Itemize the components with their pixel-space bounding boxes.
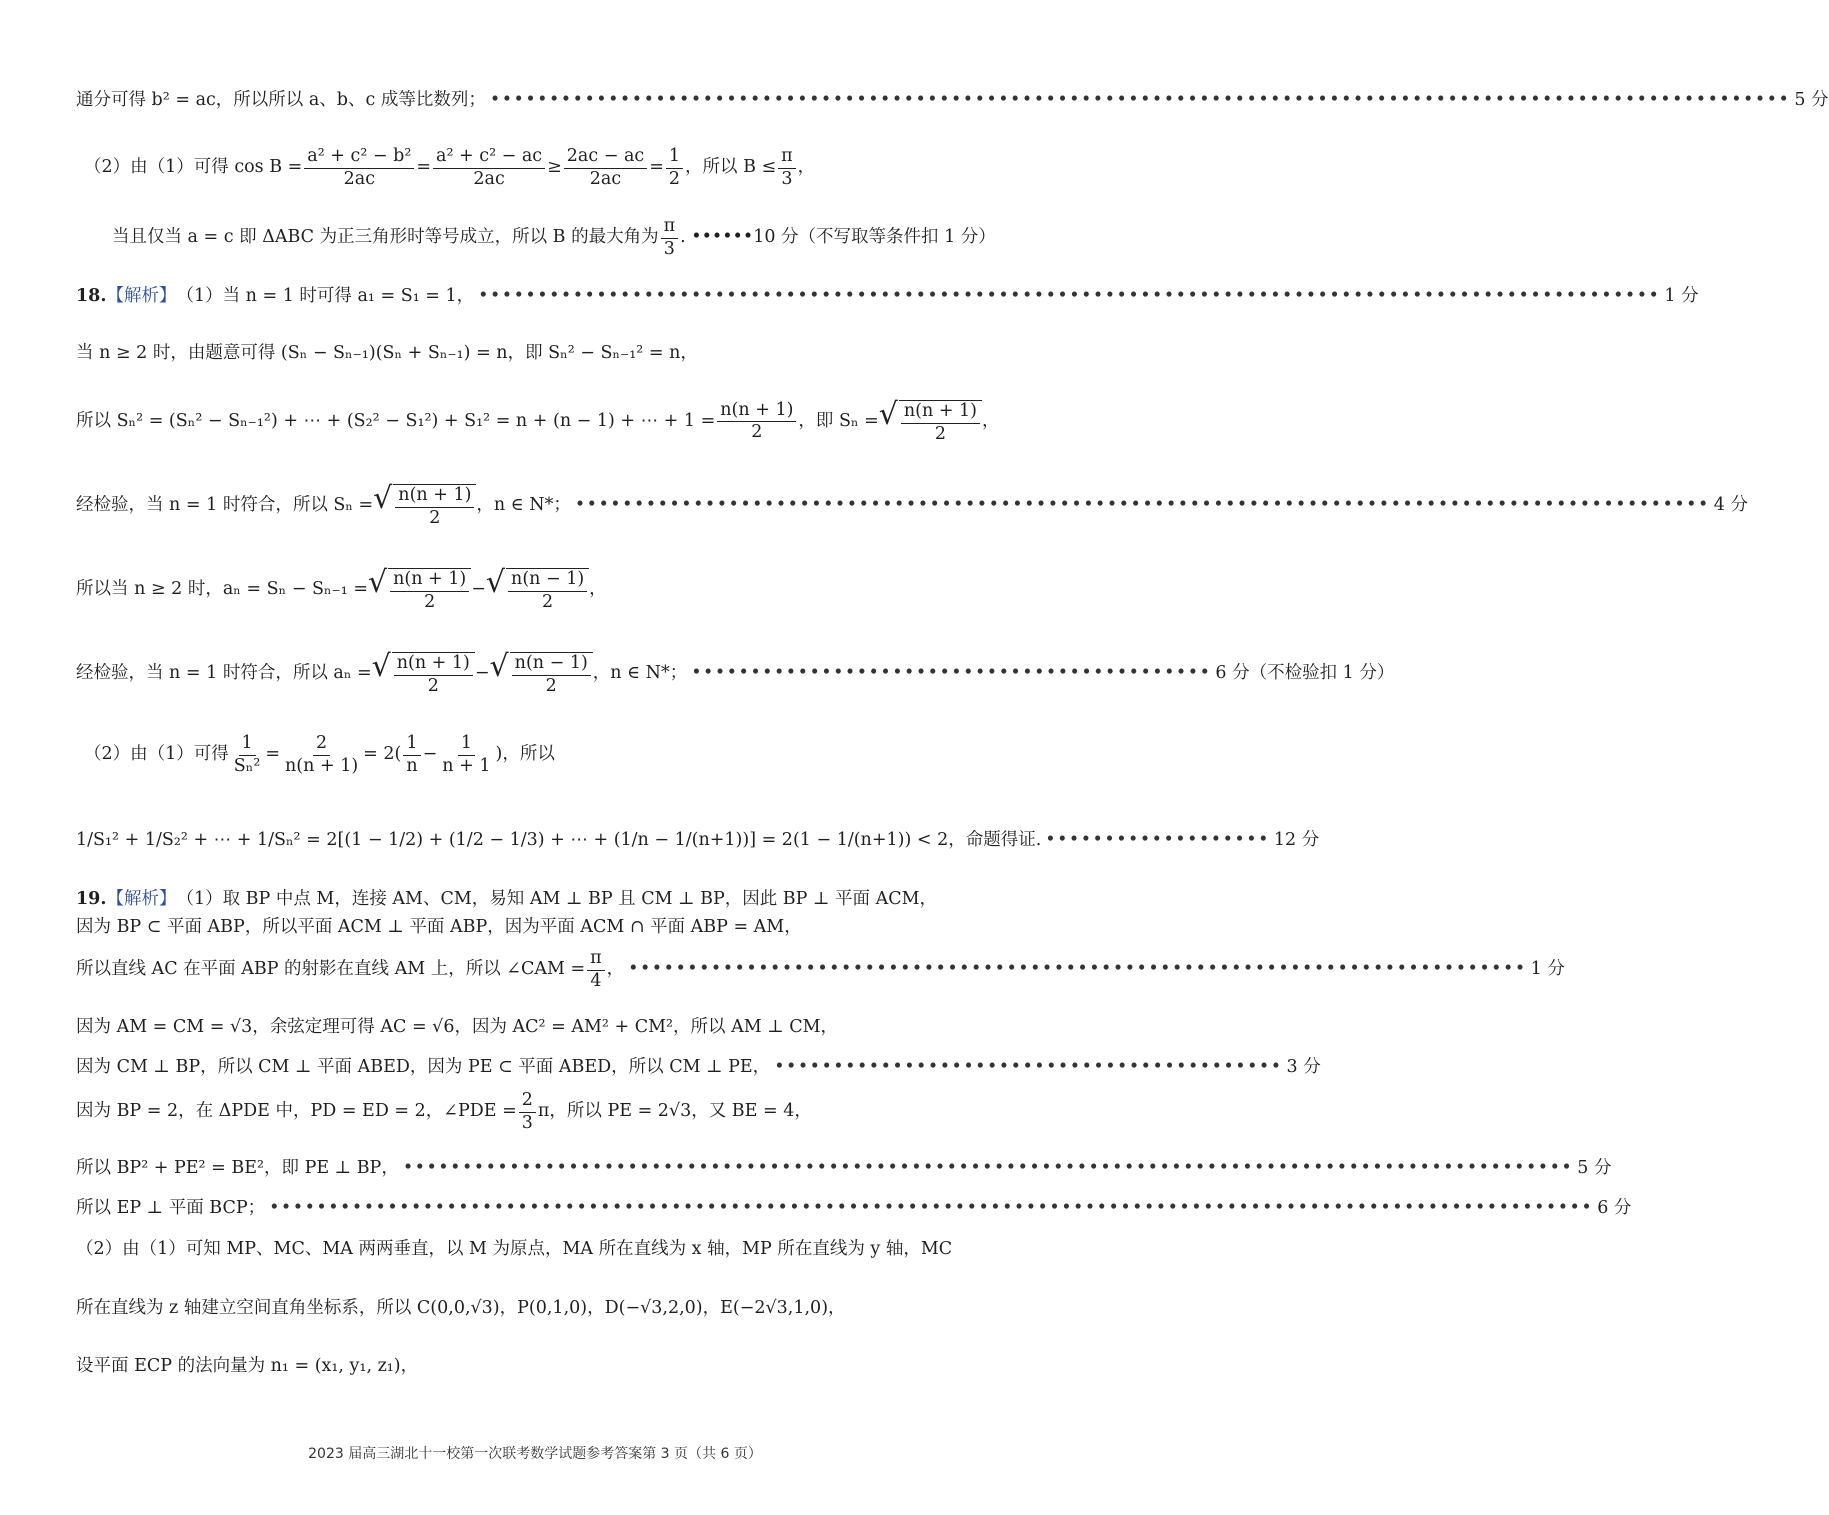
numerator: 1 (239, 735, 256, 756)
fraction (390, 571, 469, 611)
square-root: √ $\frac{n(n + 1)}{2}$ (372, 652, 475, 695)
leader-dots: •••••••••••••••••••••••••••••••••••••••••••••••••••••••••••••••••••••••••••••••••••••••••••••••• (574, 494, 1710, 515)
denominator: 2 (427, 675, 439, 696)
line-pe-perp-bp (76, 1158, 1612, 1178)
line-q19-part1 (76, 891, 998, 909)
numerator: n(n − 1) (508, 571, 587, 592)
line-telescoping-sum (76, 830, 1320, 850)
denominator: 2ac (589, 168, 622, 189)
leader-dots: •••••••••••••••••••••••••••••••••••••••••••••••••••••••••••••••••••••••••••• (628, 959, 1527, 980)
line-text: 当 n ≥ 2 时，由题意可得 (Sₙ − Sₙ₋₁)(Sₙ + Sₙ₋₁) = n，即 Sₙ² − Sₙ₋₁² = n， (76, 343, 698, 363)
geq-sign: ≥ (547, 157, 562, 178)
question-number: 18. (76, 286, 107, 306)
denominator: 2 (424, 591, 436, 612)
denominator: 3 (521, 1112, 533, 1133)
square-root: √ $\frac{n(n - 1)}{2}$ (486, 568, 589, 611)
denominator: 2 (545, 675, 557, 696)
line-sum-squares (76, 397, 1000, 444)
numerator: 1 (403, 735, 420, 756)
numerator: n(n + 1) (390, 571, 469, 592)
line-tail: ， (797, 157, 816, 178)
line-coordinate-setup (76, 1241, 998, 1259)
line-text: 通分可得 b² = ac，所以所以 a、b、c 成等比数列； (76, 90, 486, 110)
page-footer: 2023 届高三湖北十一校第一次联考数学试题参考答案第 3 页（共 6 页） (308, 1446, 762, 1462)
fraction (778, 148, 796, 188)
line-difference (76, 345, 998, 363)
line-lead: 所以 Sₙ² = (Sₙ² − Sₙ₋₁²) + ⋯ + (S₂² − S₁²) + S₁² = n + (n − 1) + ⋯ + 1 = (76, 410, 716, 431)
line-q18-part1 (76, 286, 1699, 306)
leader-dots: •••••••••••••••••••••••••••••••••••••••••••• (691, 662, 1212, 683)
equals-sign: = (265, 744, 281, 765)
denominator: 2 (668, 168, 680, 189)
denominator: 2 (751, 422, 763, 442)
leader-dots: •••••••••••••••••••••••••••••••••••••••••••••••••••••••••••••••••••••••••••••••••••••••••••••••••••••••••••••• (489, 90, 1791, 110)
leader-dots: ••••••••••••••••••• (1045, 830, 1270, 850)
fraction (564, 148, 647, 188)
numerator: a² + c² − ac (433, 148, 545, 169)
numerator: n(n + 1) (901, 403, 980, 424)
line-normal-vector (76, 1358, 998, 1376)
leader-dots: •••••••••••••••••••••••••••••••••••••••••••••••••••••••••••••••••••••••••••••••••••••••••••••••••••••••••••••••• (269, 1198, 1594, 1218)
leader-dots: . •••••• (680, 227, 754, 248)
fraction (512, 655, 591, 695)
line-cm-perp-pe (76, 1057, 1321, 1077)
denominator: 2ac (473, 168, 505, 189)
line-lead: 因为 BP = 2，在 ΔPDE 中，PD = ED = 2，∠PDE = (76, 1101, 517, 1122)
line-reciprocal (76, 735, 998, 775)
line-tail: )，所以 (495, 744, 555, 765)
numerator: a² + c² − b² (304, 148, 414, 169)
minus-sign: − (474, 662, 490, 683)
line-lead: 经检验，当 n = 1 时符合，所以 Sₙ = (76, 494, 374, 515)
score-label: 5 分 (1794, 90, 1829, 110)
numerator: 2 (313, 735, 330, 756)
line-cosB (76, 148, 998, 188)
denominator: n + 1 (442, 755, 491, 776)
score-label: 1 分 (1664, 286, 1699, 306)
score-label: 12 分 (1273, 830, 1320, 850)
line-mid: ，即 Sₙ = (798, 410, 879, 431)
line-text: 所在直线为 z 轴建立空间直角坐标系，所以 C(0,0,√3)，P(0,1,0)，D(−√3,2,0)，E(−2√3,1,0)， (76, 1298, 846, 1318)
score-label: 10 分（不写取等条件扣 1 分） (753, 227, 996, 248)
fraction (304, 148, 414, 188)
fraction (282, 735, 361, 775)
line-angle-cam (76, 948, 1565, 991)
minus-sign: − (422, 744, 438, 765)
equals-sign: = (649, 157, 664, 178)
line-tail: ， (589, 578, 607, 599)
score-label: 6 分（不检验扣 1 分） (1215, 662, 1395, 683)
fraction (395, 487, 474, 527)
numerator: 2ac − ac (564, 148, 647, 169)
analysis-tag: 【解析】 (106, 889, 177, 909)
line-ep-perp-plane (76, 1198, 1632, 1218)
numerator: 1 (458, 735, 475, 756)
square-root: √ $\frac{n(n + 1)}{2}$ (879, 400, 982, 443)
denominator: n (406, 755, 418, 776)
line-text: 所以 EP ⊥ 平面 BCP； (76, 1198, 266, 1218)
fraction (508, 571, 587, 611)
line-geometric-sequence (76, 90, 1829, 110)
score-label: 4 分 (1713, 494, 1748, 515)
score-label: 5 分 (1577, 1158, 1612, 1178)
line-plane-perp (76, 919, 998, 937)
numerator: n(n + 1) (395, 487, 474, 508)
question-number: 19. (76, 889, 107, 909)
fraction (433, 148, 545, 188)
minus-sign: − (471, 578, 486, 599)
denominator: 4 (590, 970, 602, 991)
numerator: π (661, 218, 679, 239)
denominator: n(n + 1) (285, 755, 359, 776)
denominator: 2 (429, 507, 441, 528)
line-text: 当且仅当 a = c 即 ΔABC 为正三角形时等号成立，所以 B 的最大角为 (112, 227, 659, 248)
line-text: （2）由（1）可知 MP、MC、MA 两两垂直，以 M 为原点，MA 所在直线为 x 轴，MP 所在直线为 y 轴，MC (76, 1239, 953, 1259)
numerator: π (778, 148, 796, 169)
numerator: 2 (519, 1092, 536, 1113)
line-lead: 所以直线 AC 在平面 ABP 的射影在直线 AM 上，所以 ∠CAM = (76, 959, 586, 980)
line-triangle-pde (76, 1092, 998, 1132)
leader-dots: ••••••••••••••••••••••••••••••••••••••••••• (774, 1057, 1283, 1077)
numerator: n(n + 1) (717, 402, 796, 423)
line-tail: π，所以 PE = 2√3，又 BE = 4， (537, 1101, 812, 1122)
analysis-tag: 【解析】 (106, 286, 177, 306)
fraction (231, 735, 264, 775)
denominator: Sₙ² (233, 755, 261, 776)
line-lead: （2）由（1）可得 (84, 744, 229, 765)
fraction (901, 403, 980, 443)
fraction (394, 655, 473, 695)
line-lead: （2）由（1）可得 cos B = (84, 157, 303, 178)
numerator: π (587, 950, 605, 971)
line-lead: 所以当 n ≥ 2 时，aₙ = Sₙ − Sₙ₋₁ = (76, 578, 368, 599)
square-root: √ $\frac{n(n + 1)}{2}$ (368, 568, 471, 611)
numerator: n(n − 1) (512, 655, 591, 676)
line-lead: 经检验，当 n = 1 时符合，所以 aₙ = (76, 662, 372, 683)
fraction (403, 735, 420, 775)
fraction (666, 148, 683, 188)
fraction (439, 735, 493, 775)
line-cosine-law (76, 1019, 998, 1037)
line-text: 因为 AM = CM = √3，余弦定理可得 AC = √6，因为 AC² = AM² + CM²，所以 AM ⊥ CM， (76, 1017, 839, 1037)
line-an-check (76, 649, 1395, 696)
score-label: 1 分 (1530, 959, 1565, 980)
denominator: 2 (934, 423, 947, 444)
line-mid: ，所以 B ≤ (685, 157, 777, 178)
score-label: 6 分 (1597, 1198, 1632, 1218)
fraction (519, 1092, 536, 1132)
line-text: 所以 BP² + PE² = BE²，即 PE ⊥ BP， (76, 1158, 399, 1178)
line-coordinates (76, 1300, 998, 1318)
line-an-general (76, 565, 998, 612)
square-root: √ $\frac{n(n - 1)}{2}$ (490, 652, 593, 695)
numerator: n(n + 1) (394, 655, 473, 676)
denominator: 2 (542, 591, 554, 612)
line-text: 因为 BP ⊂ 平面 ABP，所以平面 ACM ⊥ 平面 ABP，因为平面 ACM ∩ 平面 ABP = AM， (76, 917, 802, 937)
fraction (587, 950, 605, 990)
square-root: √ $\frac{n(n + 1)}{2}$ (373, 484, 476, 527)
leader-dots: ••••••••••••••••••••••••••••••••••••••••••••••••••••••••••••••••••••••••••••••••••••••••••••••••••• (402, 1158, 1574, 1178)
denominator: 3 (663, 238, 675, 259)
line-tail: ， (982, 410, 1000, 431)
line-tail: ，n ∈ N*； (592, 662, 688, 683)
line-text: 1/S₁² + 1/S₂² + ⋯ + 1/Sₙ² = 2[(1 − 1/2) + (1/2 − 1/3) + ⋯ + (1/n − 1/(n+1))] = 2(1 − 1/(n+1)) < 2，命题得证. (76, 830, 1042, 850)
fraction (661, 218, 679, 258)
equals-sign: = (416, 157, 432, 178)
line-mid: = 2( (363, 744, 402, 765)
numerator: 1 (666, 148, 683, 169)
denominator: 3 (781, 168, 793, 189)
score-label: 3 分 (1286, 1057, 1321, 1077)
line-tail: ， (606, 959, 625, 980)
line-text: （1）当 n = 1 时可得 a₁ = S₁ = 1， (176, 286, 475, 306)
denominator: 2ac (343, 168, 376, 189)
line-text: 因为 CM ⊥ BP，所以 CM ⊥ 平面 ABED，因为 PE ⊂ 平面 ABED，所以 CM ⊥ PE， (76, 1057, 771, 1077)
line-text: （1）取 BP 中点 M，连接 AM、CM，易知 AM ⊥ BP 且 CM ⊥ BP，因此 BP ⊥ 平面 ACM， (176, 889, 938, 909)
line-text: 设平面 ECP 的法向量为 n₁ = (x₁, y₁, z₁)， (76, 1356, 419, 1376)
leader-dots: •••••••••••••••••••••••••••••••••••••••••••••••••••••••••••••••••••••••••••••••••••••••••••••••••••• (478, 286, 1661, 306)
line-tail: ，n ∈ N*； (476, 494, 571, 515)
line-equality-condition (76, 218, 998, 258)
line-Sn-check (76, 481, 1748, 528)
fraction (717, 399, 796, 442)
